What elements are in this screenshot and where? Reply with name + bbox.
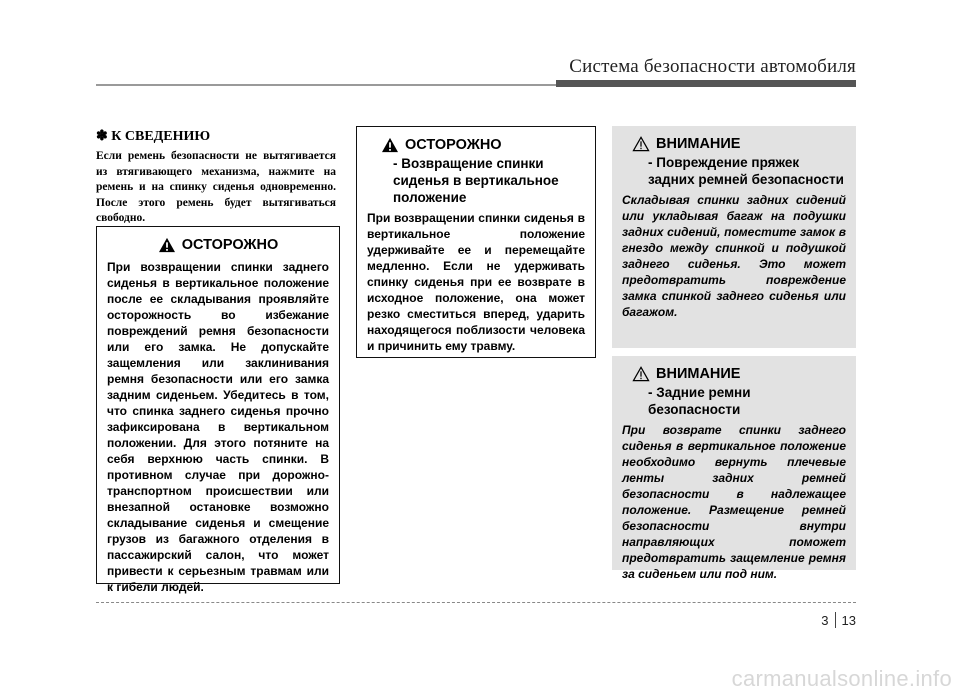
warning-triangle-icon [381, 137, 399, 153]
caution-triangle-icon [632, 366, 650, 382]
warning-middle-header [367, 137, 585, 153]
caution-box-top [612, 126, 856, 348]
warning-middle-body: При возвращении спинки сиденья в вертикальное положение удерживайте ее и перемещайте медленно. Если не удерживать спинку сиденья при ее возврате в исходное положение, она может резко сместиться вперед, ударить находящегося поблизости человека и причинить ему травму. [367, 211, 585, 353]
caution-bottom-subtitle: - Задние ремни безопасности [648, 385, 751, 417]
caution-top-header [622, 136, 846, 152]
warning-middle-heading: ОСТОРОЖНО [405, 137, 502, 153]
caution-box-bottom [612, 356, 856, 581]
caution-top-heading: ВНИМАНИЕ [656, 136, 741, 152]
chapter-number: 3 [821, 612, 829, 628]
caution-bottom-heading: ВНИМАНИЕ [656, 366, 741, 382]
warning-left-heading: ОСТОРОЖНО [181, 237, 279, 253]
caution-triangle-icon [632, 136, 650, 152]
page-title: Система безопасности автомобиля [569, 56, 856, 77]
warning-box-left [96, 226, 340, 594]
warning-left-body: При возвращении спинки заднего сиденья в вертикальное положение после ее складывания проявляйте осторожность во избежание повреждений ремня безопасности или его замка. Не допускайте защемления или заклинивания ремня безопасности или его замка задним сиденьем. Убедитесь в том, что спинка заднего сиденья прочно зафиксирована в вертикальном положении. Для этого потяните на себя верхнюю часть спинки. В противном случае при дорожно-транспортном происшествии или внезапной остановке возможно складывание сиденья и смещение грузов из багажного отделения в пассажирский салон, что может привести к серьезным травмам или к гибели людей. [107, 260, 329, 594]
info-note-title: ✽ К СВЕДЕНИЮ [96, 129, 211, 144]
header-accent-bar [556, 80, 856, 87]
warning-box-middle [356, 126, 596, 358]
info-note-body: Если ремень безопасности не вытягивается из втягивающего механизма, нажмите на ремень и на спинку сиденья одновременно. После этого ремень будет вытягиваться свободно. [96, 150, 336, 224]
info-note [96, 128, 336, 227]
page-number [821, 612, 856, 628]
footer-rule [96, 602, 856, 603]
caution-bottom-body: При возврате спинки заднего сиденья в вертикальное положение необходимо вернуть плечевые ленты задних ремней безопасности в надлежащее положение. Размещение ремней безопасности внутри направляющих поможет предотвратить защемление ремня за сиденьем или под ним. [622, 423, 846, 581]
warning-left-header [107, 237, 329, 253]
warning-middle-subtitle: - Возвращение спинки сиденья в вертикальное положение [393, 156, 559, 205]
caution-bottom-header [622, 366, 846, 382]
warning-triangle-icon [158, 237, 176, 253]
caution-top-body: Складывая спинки задних сидений или укладывая багаж на подушки задних сидений, поместите замок в гнездо между спинкой и подушкой заднего сиденья. Это может предотвратить повреждение замка спинкой заднего сиденья или багажом. [622, 193, 846, 319]
watermark: carmanualsonline.info [731, 666, 952, 691]
page-number-value: 13 [841, 612, 856, 628]
page-number-separator [835, 612, 836, 628]
caution-top-subtitle: - Повреждение пряжек задних ремней безопасности [648, 155, 844, 187]
